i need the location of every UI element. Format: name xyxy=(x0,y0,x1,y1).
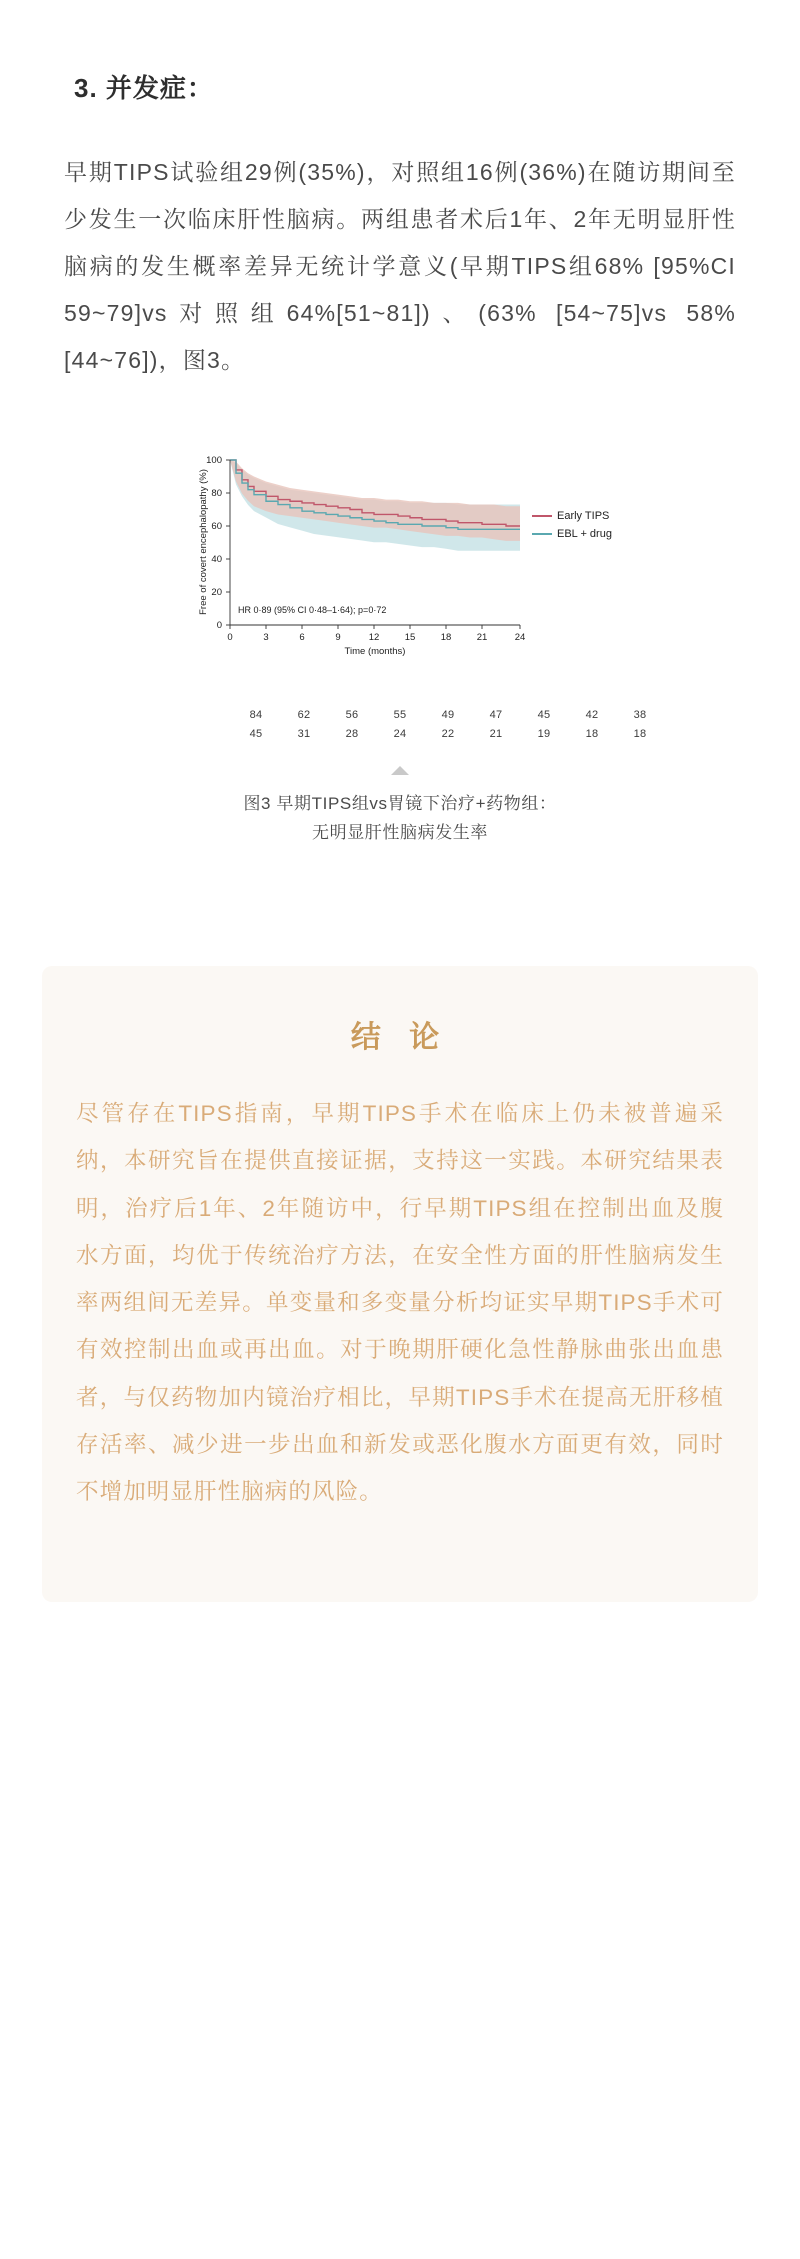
x-axis-title: Time (months) xyxy=(344,646,406,658)
risk-cell: 49 xyxy=(441,709,455,722)
risk-cell: 45 xyxy=(537,709,551,722)
risk-cell: 31 xyxy=(297,727,311,740)
svg-text:21: 21 xyxy=(476,632,488,644)
risk-cell: 19 xyxy=(537,727,551,740)
legend-label-early-tips: Early TIPS xyxy=(557,510,610,523)
chart-legend xyxy=(532,510,612,540)
risk-cell: 38 xyxy=(633,709,647,722)
svg-text:12: 12 xyxy=(368,632,380,644)
risk-cell: 28 xyxy=(345,727,359,740)
risk-cell: 56 xyxy=(345,709,359,722)
conclusion-section xyxy=(42,966,758,1602)
legend-label-ebl-drug: EBL + drug xyxy=(557,528,612,541)
conclusion-title: 结 论 xyxy=(350,1021,450,1055)
svg-text:3: 3 xyxy=(263,632,269,644)
x-axis-ticks xyxy=(227,625,525,643)
table-row xyxy=(120,706,680,725)
risk-cell: 42 xyxy=(585,709,599,722)
conclusion-paragraph: 尽管存在TIPS指南，早期TIPS手术在临床上仍未被普遍采纳，本研究旨在提供直接证据，支持这一实践。本研究结果表明，治疗后1年、2年随访中，行早期TIPS组在控制出血及腹水方面，均优于传统治疗方法，在安全性方面的肝性脑病发生率两组间无差异。单变量和多变量分析均证实早期TIPS手术可有效控制出血或再出血。对于晚期肝硬化急性静脉曲张出血患者，与仅药物加内镜治疗相比，早期TIPS手术在提高无肝移植存活率、减少进一步出血和新发或恶化腹水方面更有效，同时不增加明显肝性脑病的风险。 xyxy=(76,1101,724,1505)
risk-cell: 18 xyxy=(633,727,647,740)
triangle-marker-icon xyxy=(391,766,409,775)
document-page xyxy=(0,22,800,2259)
figure-caption-line-2: 无明显肝性脑病发生率 xyxy=(312,823,488,843)
table-row xyxy=(120,725,680,744)
figure-caption xyxy=(243,789,556,849)
figure-container xyxy=(62,430,738,848)
page-title: 3. 并发症： xyxy=(74,72,214,103)
risk-cell: 45 xyxy=(249,727,263,740)
svg-text:24: 24 xyxy=(514,632,526,644)
svg-text:60: 60 xyxy=(211,521,222,533)
svg-text:80: 80 xyxy=(211,488,222,500)
y-axis-ticks xyxy=(206,455,230,631)
svg-text:100: 100 xyxy=(206,455,222,467)
risk-cell: 84 xyxy=(249,709,263,722)
risk-cell: 21 xyxy=(489,727,503,740)
risk-cell: 62 xyxy=(297,709,311,722)
svg-text:6: 6 xyxy=(299,632,305,644)
risk-cell: 55 xyxy=(393,709,407,722)
svg-text:9: 9 xyxy=(335,632,341,644)
svg-text:20: 20 xyxy=(211,587,222,599)
chart-svg xyxy=(120,430,680,700)
kaplan-meier-chart xyxy=(120,430,680,700)
body-paragraph: 早期TIPS试验组29例(35%)，对照组16例(36%)在随访期间至少发生一次临床肝性脑病。两组患者术后1年、2年无明显肝性脑病的发生概率差异无统计学意义(早期TIPS组68% [95%CI 59~79]vs对照组64%[51~81])、(63% [54~75]vs 58%[44~76])，图3。 xyxy=(64,158,736,374)
risk-cell: 47 xyxy=(489,709,503,722)
svg-text:0: 0 xyxy=(227,632,233,644)
svg-text:18: 18 xyxy=(440,632,452,644)
risk-cell: 18 xyxy=(585,727,599,740)
risk-cell: 24 xyxy=(393,727,407,740)
figure-caption-line-1: 图3 早期TIPS组vs胃镜下治疗+药物组： xyxy=(243,793,557,813)
svg-text:0: 0 xyxy=(216,620,222,632)
risk-cell: 22 xyxy=(441,727,455,740)
hr-annotation: HR 0·89 (95% CI 0·48–1·64); p=0·72 xyxy=(238,605,387,616)
svg-text:40: 40 xyxy=(211,554,222,566)
svg-text:15: 15 xyxy=(404,632,416,644)
y-axis-title: Free of covert encephalopathy (%) xyxy=(198,469,209,616)
numbers-at-risk-table xyxy=(120,706,680,743)
